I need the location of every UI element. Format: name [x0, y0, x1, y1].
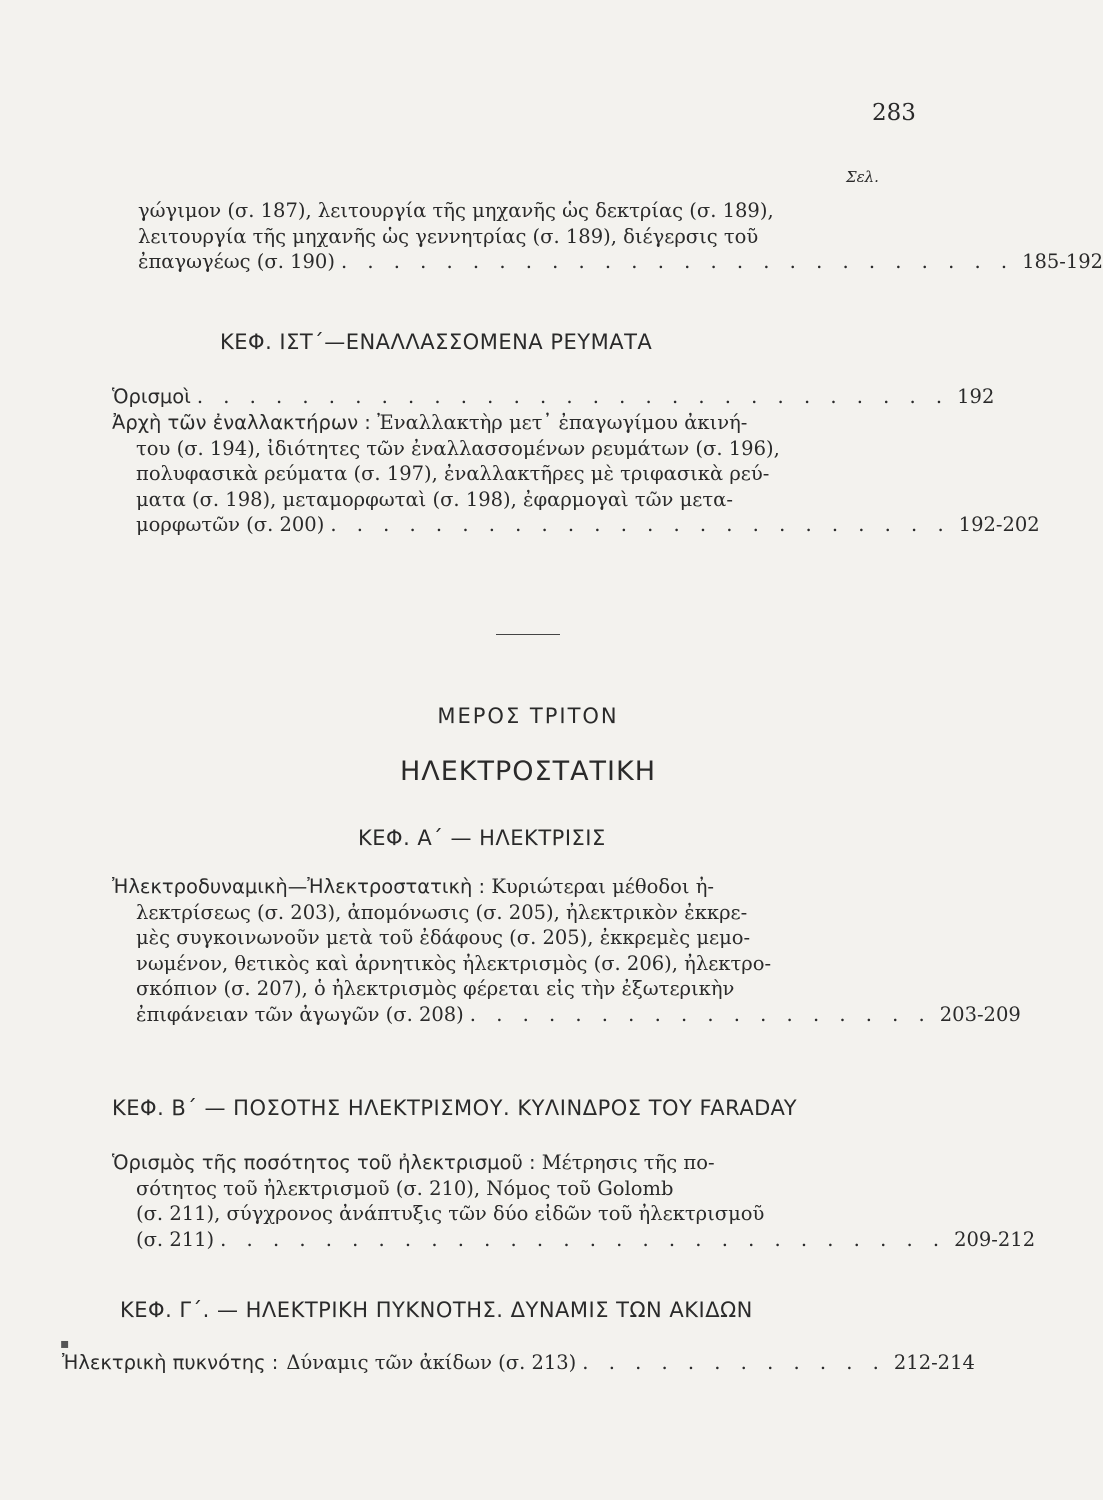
leader-dots: . . . . . . . . . . . . . . . . . . . . . . . . . . — [340, 250, 1015, 273]
chapter-title: ΚΕΦ. ΙΣΤ΄—ΕΝΑΛΛΑΣΣΟΜΕΝΑ ΡΕΥΜΑΤΑ — [220, 330, 653, 354]
toc-entry-continuation — [134, 198, 1103, 275]
margin-mark: ▪ — [60, 1336, 70, 1352]
leader-dots: . . . . . . . . . . . . . . . . . . . . . . . . . . . . — [220, 1227, 947, 1251]
page-range: 192 — [957, 385, 995, 408]
page-range: 192-202 — [958, 513, 1040, 536]
entry-line: μορφωτῶν (σ. 200) — [136, 513, 325, 536]
entry-first-line — [112, 874, 834, 900]
page-number: 283 — [872, 100, 916, 126]
entry-line: (σ. 211) — [136, 1227, 215, 1251]
page-range: 209-212 — [954, 1227, 1036, 1251]
leader-dots: . . . . . . . . . . . . . . . . . . — [469, 1002, 932, 1026]
pages-column-label: Σελ. — [846, 168, 879, 186]
entry-label: Ὁρισμὸς τῆς ποσότητος τοῦ ἠλεκτρισμοῦ : — [112, 1151, 536, 1174]
entry-line: του (σ. 194), ἰδιότητες τῶν ἐναλλασσομένων ρευμάτων (σ. 196), — [136, 436, 780, 460]
entry-first-line — [112, 410, 834, 436]
entry-label: Ἀρχὴ τῶν ἐναλλακτήρων : — [112, 411, 371, 434]
entry-line: Ἐναλλακτὴρ μετ᾽ ἐπαγωγίμου ἀκινή- — [377, 411, 748, 434]
page-range: 185-192 — [1022, 250, 1103, 273]
entry-line: πολυφασικὰ ρεύματα (σ. 197), ἐναλλακτῆρες μὲ τριφασικὰ ρεύ- — [136, 462, 770, 485]
entry-line: ματα (σ. 198), μεταμορφωταὶ (σ. 198), ἐφαρμογαὶ τῶν μετα- — [136, 487, 733, 511]
entry-line: νωμένον, θετικὸς καὶ ἀρνητικὸς ἠλεκτρισμὸς (σ. 206), ἠλεκτρο- — [136, 951, 772, 975]
entry-last-line — [112, 512, 1040, 538]
toc-entry-definitions — [112, 384, 995, 410]
entry-line: Δύναμις τῶν ἀκίδων (σ. 213) — [286, 1351, 577, 1374]
leader-dots: . . . . . . . . . . . . . . . . . . . . . . . . — [330, 513, 951, 536]
leader-dots: . . . . . . . . . . . . . . . . . . . . . . . . . . . . . — [196, 385, 950, 408]
toc-entry-quantity — [112, 1150, 1036, 1252]
toc-entry-alternators — [112, 410, 1040, 538]
part-subject: ΗΛΕΚΤΡΟΣΤΑΤΙΚΗ — [399, 756, 657, 787]
chapter-title: ΚΕΦ. Γ΄. — ΗΛΕΚΤΡΙΚΗ ΠΥΚΝΟΤΗΣ. ΔΥΝΑΜΙΣ ΤΩΝ ΑΚΙΔΩΝ — [120, 1298, 753, 1322]
chapter-title: ΚΕΦ. Α΄ — ΗΛΕΚΤΡΙΣΙΣ — [358, 826, 606, 850]
toc-entry-electrodynamics — [112, 874, 1021, 1027]
entry-line: Μέτρησις τῆς πο- — [541, 1151, 715, 1174]
entry-line: ἐπαγωγέως (σ. 190) — [138, 250, 335, 273]
entry-last-line — [112, 1002, 1021, 1028]
leader-dots: . . . . . . . . . . . . — [582, 1351, 886, 1374]
entry-line: ἐπιφάνειαν τῶν ἀγωγῶν (σ. 208) — [136, 1002, 464, 1026]
entry-line: γώγιμον (σ. 187), λειτουργία τῆς μηχανῆς ὡς δεκτρίας (σ. 189), — [138, 199, 774, 222]
entry-line: μὲς συγκοινωνοῦν μετὰ τοῦ ἐδάφους (σ. 205), ἐκκρεμὲς μεμο- — [136, 926, 751, 949]
entry-line: σκόπιον (σ. 207), ὁ ἠλεκτρισμὸς φέρεται εἰς τὴν ἐξωτερικὴν — [136, 977, 735, 1000]
entry-label: Ἠλεκτρικὴ πυκνότης : — [62, 1351, 279, 1374]
page-range: 212-214 — [893, 1351, 975, 1374]
section-divider — [496, 634, 560, 635]
entry-last-line — [134, 249, 1103, 275]
entry-last-line — [112, 1227, 1036, 1253]
part-title: ΜΕΡΟΣ ΤΡΙΤΟΝ — [437, 704, 619, 728]
entry-line: (σ. 211), σύγχρονος ἀνάπτυξις τῶν δύο εἰδῶν τοῦ ἠλεκτρισμοῦ — [136, 1202, 765, 1225]
page-range: 203-209 — [939, 1002, 1021, 1026]
entry-line: Κυριώτεραι μέθοδοι ἠ- — [491, 875, 714, 898]
entry-label: Ἠλεκτροδυναμικὴ—Ἠλεκτροστατικὴ : — [112, 875, 486, 898]
entry-line: λεκτρίσεως (σ. 203), ἀπομόνωσις (σ. 205), ἠλεκτρικὸν ἐκκρε- — [136, 900, 748, 924]
entry-line: λειτουργία τῆς μηχανῆς ὡς γεννητρίας (σ. 189), διέγερσις τοῦ — [138, 224, 759, 248]
entry-label: Ὁρισμοὶ — [112, 385, 191, 408]
toc-entry-density — [62, 1350, 975, 1376]
chapter-title: ΚΕΦ. Β΄ — ΠΟΣΟΤΗΣ ΗΛΕΚΤΡΙΣΜΟΥ. ΚΥΛΙΝΔΡΟΣ ΤΟΥ FARADAY — [112, 1096, 798, 1120]
entry-line: σότητος τοῦ ἠλεκτρισμοῦ (σ. 210), Νόμος τοῦ Golomb — [136, 1176, 674, 1200]
entry-first-line — [112, 1150, 834, 1176]
